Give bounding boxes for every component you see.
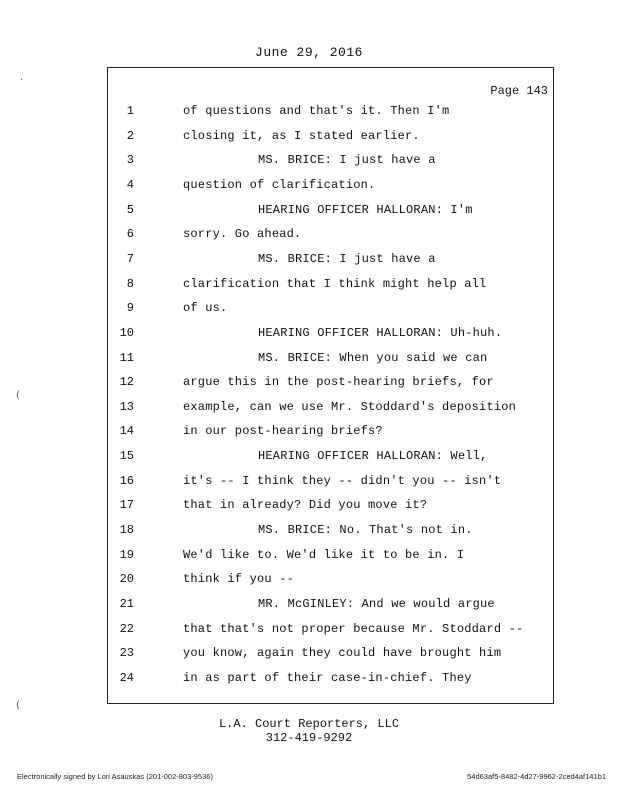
line-number: 9	[126, 301, 134, 315]
transcript-line: HEARING OFFICER HALLORAN: Uh-huh.	[258, 326, 503, 340]
scan-mark-icon: (	[16, 700, 20, 711]
transcript-line: that in already? Did you move it?	[183, 498, 428, 512]
transcript-line: closing it, as I stated earlier.	[183, 129, 420, 143]
line-number: 7	[126, 252, 134, 266]
transcript-line: in our post-hearing briefs?	[183, 424, 383, 438]
electronic-signature: Electronically signed by Lori Asauskas (201-002-803-9536)	[17, 772, 213, 781]
transcript-line: We'd like to. We'd like it to be in. I	[183, 548, 465, 562]
line-number: 14	[119, 424, 134, 438]
transcript-line: you know, again they could have brought him	[183, 646, 502, 660]
transcript-line: MS. BRICE: I just have a	[258, 153, 436, 167]
transcript-line: question of clarification.	[183, 178, 376, 192]
court-reporter-name: L.A. Court Reporters, LLC	[218, 717, 400, 731]
line-number: 16	[119, 474, 134, 488]
line-number: 18	[119, 523, 134, 537]
transcript-line: that that's not proper because Mr. Stoddard --	[183, 622, 524, 636]
line-number: 24	[119, 671, 134, 685]
transcript-line: MR. McGINLEY: And we would argue	[258, 597, 495, 611]
line-number: 13	[119, 400, 134, 414]
transcript-line: MS. BRICE: When you said we can	[258, 351, 488, 365]
page-number: Page 143	[490, 84, 548, 98]
line-number: 4	[126, 178, 134, 192]
line-number: 17	[119, 498, 134, 512]
transcript-line: it's -- I think they -- didn't you -- isn't	[183, 474, 502, 488]
line-number: 22	[119, 622, 134, 636]
scan-mark-icon: ·	[20, 75, 24, 86]
transcript-line: of us.	[183, 301, 228, 315]
line-number: 19	[119, 548, 134, 562]
line-number: 6	[126, 227, 134, 241]
court-reporter-phone: 312-419-9292	[265, 731, 353, 745]
transcript-line: clarification that I think might help all	[183, 277, 487, 291]
transcript-line: in as part of their case-in-chief. They	[183, 671, 472, 685]
line-number: 12	[119, 375, 134, 389]
scan-mark-icon: (	[16, 390, 20, 401]
line-number: 23	[119, 646, 134, 660]
line-number: 5	[126, 203, 134, 217]
transcript-line: example, can we use Mr. Stoddard's deposition	[183, 400, 517, 414]
transcript-line: think if you --	[183, 572, 295, 586]
line-number: 8	[126, 277, 134, 291]
line-number: 10	[119, 326, 134, 340]
line-number: 21	[119, 597, 134, 611]
transcript-date: June 29, 2016	[255, 45, 363, 60]
line-number: 15	[119, 449, 134, 463]
document-id: 54d63af5-8482-4d27-9962-2ced4af141b1	[467, 772, 606, 781]
transcript-line: HEARING OFFICER HALLORAN: Well,	[258, 449, 488, 463]
transcript-line: of questions and that's it. Then I'm	[183, 104, 450, 118]
transcript-line: argue this in the post-hearing briefs, for	[183, 375, 494, 389]
line-number: 1	[126, 104, 134, 118]
line-number: 2	[126, 129, 134, 143]
line-number: 11	[119, 351, 134, 365]
transcript-line: MS. BRICE: I just have a	[258, 252, 436, 266]
transcript-line: HEARING OFFICER HALLORAN: I'm	[258, 203, 473, 217]
transcript-line: sorry. Go ahead.	[183, 227, 302, 241]
line-number: 20	[119, 572, 134, 586]
line-number: 3	[126, 153, 134, 167]
transcript-line: MS. BRICE: No. That's not in.	[258, 523, 473, 537]
